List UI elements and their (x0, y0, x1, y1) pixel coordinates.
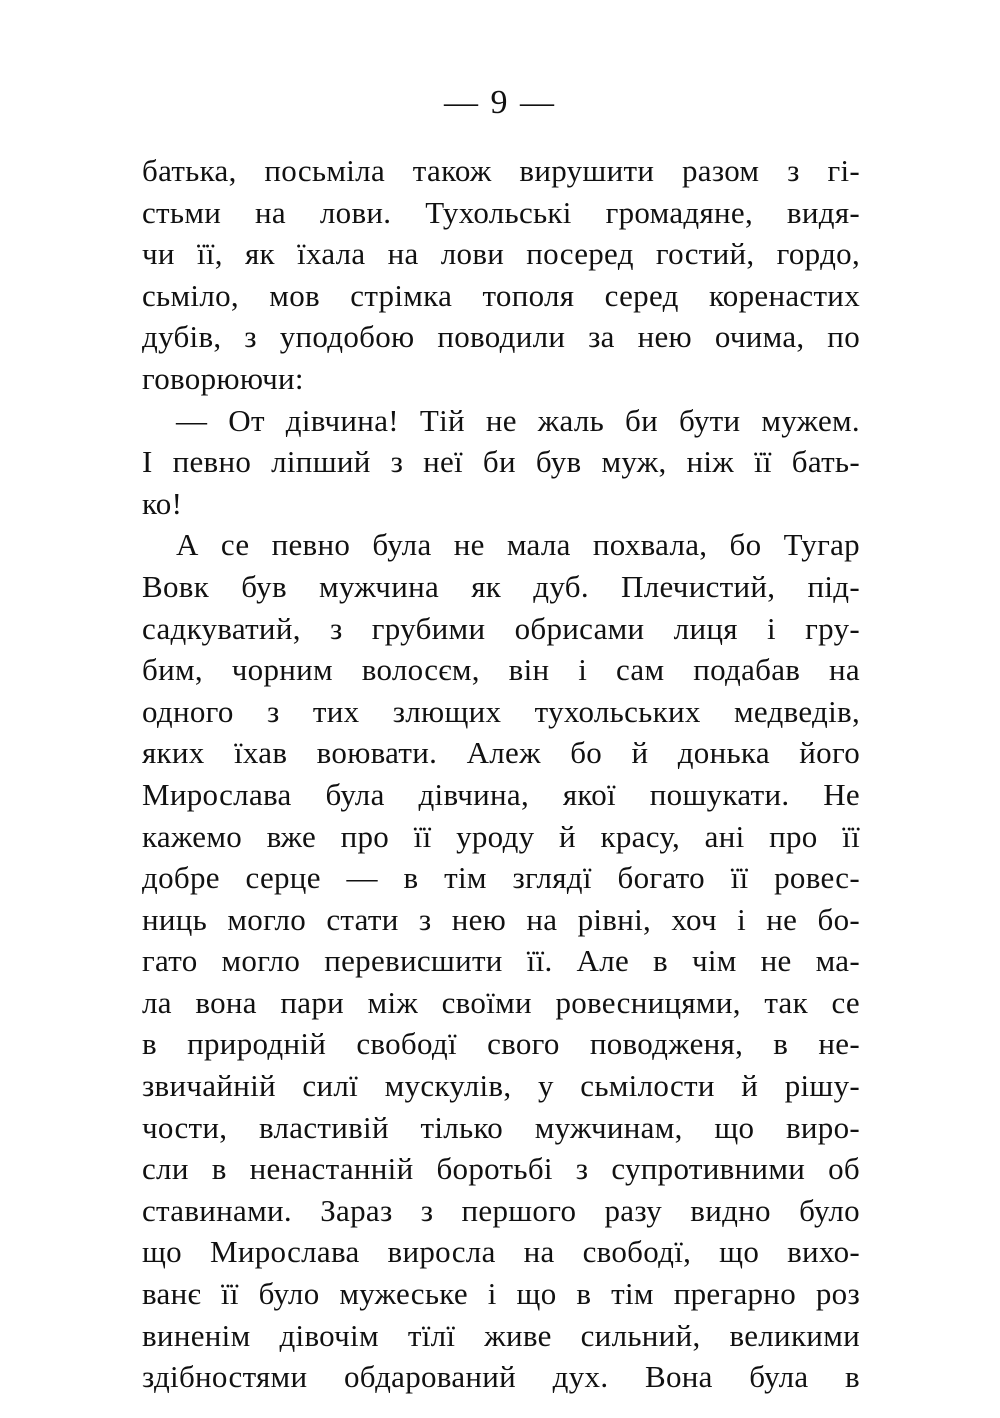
text-line: — От дівчина! Тій не жаль би бути мужем. (176, 402, 860, 438)
text-line: Вовк був мужчина як дуб. Плечистий, під- (142, 568, 860, 604)
text-line: І певно ліпший з неї би був муж, ніж її бать- (142, 444, 860, 480)
text-line: що Мирослава виросла на свободї, що вихо- (142, 1234, 860, 1270)
text-line: батька, посьміла також вирушити разом з гі- (142, 153, 860, 188)
text-line: здібностями обдарований дух. Вона була в (142, 1359, 860, 1395)
text-line: ставинами. Зараз з першого разу видно було (142, 1192, 860, 1228)
text-line: ко! (142, 485, 183, 521)
text-line: Мирослава була дівчина, якої пошукати. Не (142, 776, 860, 812)
text-line: ванє її було мужеське і що в тім прегарно роз (142, 1276, 860, 1312)
text-line: чи її, як їхала на лови посеред гостий, гордо, (142, 236, 860, 272)
text-line: А се певно була не мала похвала, бо Тугар (176, 527, 860, 563)
text-line: виненім дівочім тїлї живе сильний, великими (142, 1317, 860, 1353)
body-text (142, 150, 860, 1398)
text-line: гато могло перевисшити її. Але в чім не ма- (142, 943, 860, 979)
text-line: ла вона пари між своїми ровесницями, так се (142, 984, 860, 1020)
text-line: говорюючи: (142, 360, 304, 396)
text-line: добре серце — в тім зглядї богато її ровес- (142, 860, 860, 896)
text-line: дубів, з уподобою поводили за нею очима, по (142, 319, 860, 355)
text-line: звичайній силї мускулів, у сьмілости й рішу- (142, 1068, 860, 1104)
text-line: одного з тих злющих тухольських медведів, (142, 693, 860, 729)
text-line: ниць могло стати з нею на рівні, хоч і не бо- (142, 901, 860, 937)
page-number: — 9 — (444, 84, 556, 121)
text-line: садкуватий, з грубими обрисами лиця і гру- (142, 610, 860, 646)
text-line: бим, чорним волосєм, він і сам подабав на (142, 652, 860, 688)
text-line: яких їхав воювати. Алеж бо й донька його (142, 735, 860, 771)
text-line: сли в ненастанній боротьбі з супротивними об (142, 1151, 860, 1187)
text-line: сьміло, мов стрімка тополя серед коренастих (142, 277, 860, 313)
text-line: кажемо вже про її уроду й красу, ані про її (142, 818, 860, 854)
text-line: стьми на лови. Тухольські громадяне, видя- (142, 194, 860, 230)
text-line: чости, властивій тілько мужчинам, що виро- (142, 1109, 860, 1145)
text-line: в природній свободї свого поводженя, в не- (142, 1026, 860, 1062)
